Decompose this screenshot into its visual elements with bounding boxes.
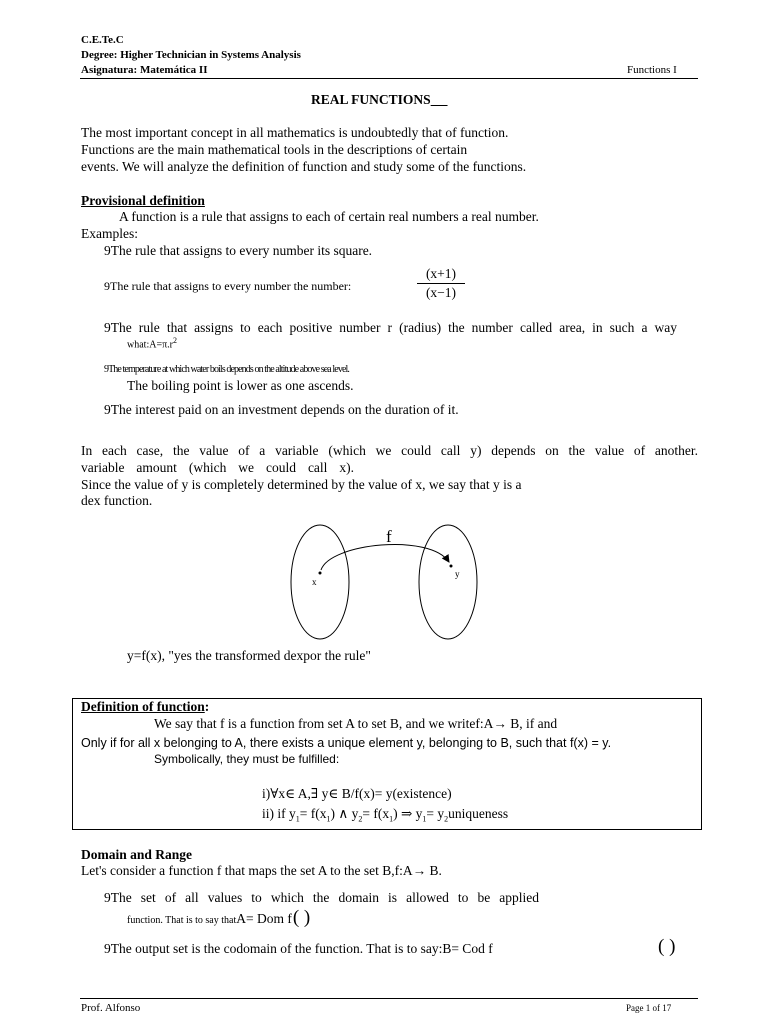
yfx-caption: y=f(x), "yes the transformed dexpor the rule"	[127, 648, 371, 663]
u-part-g: uniqueness	[448, 806, 509, 821]
uniqueness-condition	[262, 806, 508, 824]
header-institution: C.E.Te.C	[81, 34, 124, 46]
domain-set-ellipse	[291, 525, 349, 639]
u-sub-3: 2	[358, 814, 363, 824]
domain-parens: ( )	[292, 907, 311, 928]
u-sub-1: 1	[295, 814, 300, 824]
footer-page-number: Page 1 of 17	[626, 1003, 672, 1013]
footer-rule	[80, 998, 698, 999]
example-2: 9The rule that assigns to every number the number:	[104, 279, 352, 293]
header-section: Functions I	[627, 64, 677, 76]
y-label: y	[455, 569, 460, 579]
u-part-a: ii) if y	[262, 806, 296, 821]
codomain-parens: ( )	[658, 936, 676, 957]
f-label: f	[386, 527, 392, 546]
definition-heading	[81, 699, 209, 715]
example-1: 9The rule that assigns to every number its square.	[104, 243, 373, 258]
fraction-numerator: (x+1)	[425, 266, 457, 281]
dependence-line-2	[81, 460, 354, 476]
u-sub-2: 1	[326, 814, 331, 824]
function-mapping-diagram	[285, 518, 485, 648]
header-subject: Asignatura: Matemática II	[81, 64, 208, 76]
example-3-formula	[127, 336, 177, 350]
domain-item-1	[104, 890, 539, 906]
header-rule	[80, 78, 698, 79]
dependence-line-1-text: In each case, the value of a variable (which we could call y) depends on the value of another.	[81, 443, 698, 458]
page-title	[311, 92, 448, 108]
intro-line-2: Functions are the main mathematical tools in the descriptions of certain	[81, 142, 468, 157]
fraction-bar	[417, 283, 465, 284]
definition-line-1: We say that f is a function from set A to set B, and we writef:A→ B, if and	[154, 716, 558, 731]
examples-label: Examples:	[81, 226, 138, 241]
codomain-set-ellipse	[419, 525, 477, 639]
u-part-c: ) ∧ y	[330, 806, 359, 821]
example-4-continuation: The boiling point is lower as one ascends.	[127, 378, 354, 393]
footer-author: Prof. Alfonso	[81, 1002, 141, 1014]
u-sub-6: 2	[444, 814, 449, 824]
fraction-x-plus-1-over-x-minus-1	[417, 266, 465, 301]
dependence-line-1	[81, 443, 698, 459]
header-degree: Degree: Higher Technician in Systems Analysis	[81, 49, 301, 61]
domain-item-2: 9The output set is the codomain of the function. That is to say:B= Cod f	[104, 941, 493, 956]
u-part-e: ) ⇒ y	[393, 806, 423, 821]
provisional-text: A function is a rule that assigns to each of certain real numbers a real number.	[119, 209, 539, 224]
domain-item-1-text: 9The set of all values to which the domain is allowed to be applied	[104, 890, 539, 905]
point-x	[319, 572, 322, 575]
u-part-b: = f(x	[299, 806, 327, 821]
example-5: 9The interest paid on an investment depends on the duration of it.	[104, 402, 459, 417]
mapping-arrow	[321, 544, 449, 570]
definition-line-2: Only if for all x belonging to A, there exists a unique element y, belonging to B, such that f(x) = y.	[81, 736, 612, 750]
intro-line-1: The most important concept in all mathematics is undoubtedly that of function.	[81, 125, 509, 140]
domain-heading: Domain and Range	[81, 847, 193, 862]
domain-item-1-continuation	[127, 907, 310, 929]
u-sub-4: 1	[389, 814, 394, 824]
page-title-text: REAL FUNCTIONS	[311, 92, 431, 107]
definition-line-3: Symbolically, they must be fulfilled:	[154, 752, 340, 766]
example-4: 9The temperature at which water boils depends on the altitude above sea level.	[104, 364, 349, 375]
x-label: x	[312, 577, 317, 587]
domain-formula: A= Dom f	[236, 911, 292, 926]
fraction-denominator: (x−1)	[425, 285, 457, 300]
definition-heading-colon: :	[204, 699, 210, 714]
example-3-exponent: 2	[172, 336, 177, 345]
existence-condition: i)∀x∈ A,∃ y∈ B/f(x)= y(existence)	[262, 786, 452, 801]
domain-item-1-small-text: function. That is to say that	[127, 915, 237, 926]
dependence-line-4: dex function.	[81, 493, 153, 508]
intro-line-3: events. We will analyze the definition of function and study some of the functions.	[81, 159, 527, 174]
domain-line-1: Let's consider a function f that maps the set A to the set B,f:A→ B.	[81, 863, 442, 878]
dependence-line-2-text: variable amount (which we could call x).	[81, 460, 354, 475]
dependence-line-3: Since the value of y is completely determined by the value of x, we say that y is a	[81, 477, 522, 492]
provisional-heading: Provisional definition	[81, 193, 205, 208]
u-part-f: = y	[426, 806, 445, 821]
example-3-text: 9The rule that assigns to each positive number r (radius) the number called area, in such a way	[104, 320, 677, 335]
point-y	[450, 565, 453, 568]
example-3-formula-text: what:A=π.r	[127, 339, 173, 351]
u-part-d: = f(x	[362, 806, 390, 821]
u-sub-5: 1	[422, 814, 427, 824]
definition-heading-text: Definition of function	[81, 699, 205, 714]
example-3	[104, 320, 677, 336]
